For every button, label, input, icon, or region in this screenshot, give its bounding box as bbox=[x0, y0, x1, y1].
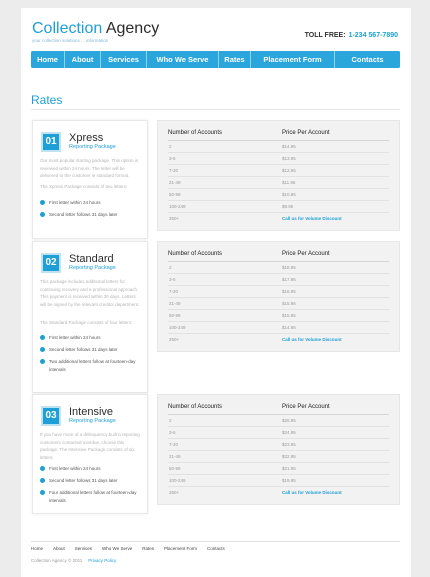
accounts-cell: 250+ bbox=[169, 216, 180, 221]
column-header-price: Price Per Account bbox=[282, 251, 330, 257]
bullet-icon bbox=[40, 335, 45, 340]
table-row bbox=[158, 427, 399, 439]
accounts-cell: 100-249 bbox=[169, 478, 186, 483]
package-description: If you have more of a delinquency built a reporting customers contacted overdue, choose this package. The Intensive Package consists of six letters: bbox=[40, 432, 140, 460]
volume-discount-link[interactable]: Call us for Volume Discount bbox=[282, 337, 342, 342]
footer-link-home[interactable]: Home bbox=[31, 546, 44, 551]
table-row bbox=[158, 298, 399, 310]
package-subtitle: Reporting Package bbox=[69, 144, 116, 150]
package-card-standard bbox=[32, 241, 148, 393]
price-cell: $21.95 bbox=[282, 466, 296, 471]
table-row bbox=[158, 177, 399, 189]
accounts-cell: 250+ bbox=[169, 490, 180, 495]
package-note: The Standard Package consists of four letters: bbox=[40, 320, 133, 325]
table-row bbox=[158, 415, 399, 427]
package-subtitle: Reporting Package bbox=[69, 418, 116, 424]
package-name: Xpress bbox=[69, 132, 104, 144]
footer-link-contacts[interactable]: Contacts bbox=[207, 546, 225, 551]
table-row bbox=[158, 487, 399, 499]
package-number: 02 bbox=[41, 253, 61, 273]
package-feature bbox=[40, 211, 144, 219]
price-cell: $14.95 bbox=[282, 144, 296, 149]
logo-tagline: your collection solutions ... information bbox=[32, 38, 109, 43]
accounts-cell: 100-249 bbox=[169, 204, 186, 209]
column-header-accounts: Number of Accounts bbox=[168, 404, 223, 410]
footer-link-about[interactable]: About bbox=[53, 546, 65, 551]
rates-table-intensive bbox=[157, 394, 400, 505]
footer-nav bbox=[31, 546, 225, 551]
bullet-icon bbox=[40, 212, 45, 217]
price-cell: $11.95 bbox=[282, 180, 296, 185]
package-card-xpress bbox=[32, 120, 148, 239]
title-divider bbox=[31, 109, 400, 110]
feature-text: Four additional letters follow at fourteen-day intervals bbox=[49, 490, 137, 503]
accounts-cell: 3-6 bbox=[169, 156, 176, 161]
price-cell: $24.95 bbox=[282, 430, 296, 435]
price-cell: $16.95 bbox=[282, 289, 296, 294]
table-row bbox=[158, 201, 399, 213]
price-cell: $18.95 bbox=[282, 265, 296, 270]
table-row bbox=[158, 213, 399, 225]
table-row bbox=[158, 322, 399, 334]
package-feature bbox=[40, 346, 144, 354]
accounts-cell: 7-20 bbox=[169, 442, 179, 447]
table-row bbox=[158, 451, 399, 463]
volume-discount-link[interactable]: Call us for Volume Discount bbox=[282, 490, 342, 495]
package-number: 03 bbox=[41, 406, 61, 426]
nav-item-home[interactable]: Home bbox=[31, 51, 65, 68]
price-cell: $23.95 bbox=[282, 442, 296, 447]
table-row bbox=[158, 153, 399, 165]
page-container bbox=[21, 8, 411, 577]
package-subtitle: Reporting Package bbox=[69, 265, 116, 271]
package-feature bbox=[40, 477, 144, 485]
nav-item-contacts[interactable]: Contacts bbox=[335, 51, 400, 68]
price-cell: $19.95 bbox=[282, 478, 296, 483]
logo-word-1: Collection bbox=[32, 20, 103, 37]
footer-link-placement-form[interactable]: Placement Form bbox=[164, 546, 198, 551]
table-row bbox=[158, 439, 399, 451]
bullet-icon bbox=[40, 490, 45, 495]
feature-text: First letter within 24 hours bbox=[49, 335, 101, 340]
accounts-cell: 21-49 bbox=[169, 301, 181, 306]
nav-item-services[interactable]: Services bbox=[101, 51, 147, 68]
package-name: Intensive bbox=[69, 406, 114, 418]
footer-link-services[interactable]: Services bbox=[74, 546, 93, 551]
feature-text: Two additional letters follow at fourteen-day intervals bbox=[49, 359, 136, 372]
volume-discount-link[interactable]: Call us for Volume Discount bbox=[282, 216, 342, 221]
accounts-cell: 7-20 bbox=[169, 289, 179, 294]
accounts-cell: 50-99 bbox=[169, 192, 181, 197]
footer-divider bbox=[31, 541, 400, 542]
table-row bbox=[158, 141, 399, 153]
accounts-cell: 3-6 bbox=[169, 277, 176, 282]
bullet-icon bbox=[40, 478, 45, 483]
accounts-cell: 100-249 bbox=[169, 325, 186, 330]
copyright-text: Collection Agency © 2011 bbox=[31, 558, 83, 563]
accounts-cell: 7-20 bbox=[169, 168, 179, 173]
column-header-accounts: Number of Accounts bbox=[168, 130, 223, 136]
nav-item-placement-form[interactable]: Placement Form bbox=[251, 51, 335, 68]
price-cell: $12.95 bbox=[282, 168, 296, 173]
table-row bbox=[158, 334, 399, 346]
price-cell: $13.95 bbox=[282, 156, 296, 161]
table-row bbox=[158, 274, 399, 286]
logo[interactable] bbox=[32, 20, 159, 43]
feature-text: Second letter follows 31 days later bbox=[49, 478, 118, 483]
accounts-cell: 2 bbox=[169, 265, 172, 270]
toll-free bbox=[305, 32, 398, 39]
table-row bbox=[158, 262, 399, 274]
table-row bbox=[158, 310, 399, 322]
table-row bbox=[158, 189, 399, 201]
price-cell: $26.95 bbox=[282, 418, 296, 423]
column-header-price: Price Per Account bbox=[282, 130, 330, 136]
copyright bbox=[31, 558, 116, 563]
feature-text: First letter within 24 hours bbox=[49, 200, 101, 205]
package-name: Standard bbox=[69, 253, 114, 265]
toll-free-number: 1-234 567-7890 bbox=[348, 32, 398, 39]
accounts-cell: 21-49 bbox=[169, 454, 181, 459]
price-cell: $15.95 bbox=[282, 301, 296, 306]
privacy-policy-link[interactable]: Privacy Policy bbox=[88, 558, 117, 563]
rates-table-xpress bbox=[157, 120, 400, 231]
package-number: 01 bbox=[41, 132, 61, 152]
accounts-cell: 50-99 bbox=[169, 313, 181, 318]
package-note: The Xpress Package consists of two letters: bbox=[40, 184, 128, 189]
toll-free-label: TOLL FREE: bbox=[304, 32, 346, 39]
logo-word-2: Agency bbox=[105, 20, 160, 37]
table-row bbox=[158, 463, 399, 475]
rates-table-standard bbox=[157, 241, 400, 352]
bullet-icon bbox=[40, 466, 45, 471]
package-description: This package includes additional letters for continuing recovery and a professional approach. This payment is received within 30 days. Letters will be signed by the relevant creditor department. bbox=[40, 279, 140, 307]
feature-text: First letter within 24 hours bbox=[49, 466, 101, 471]
main-nav bbox=[31, 51, 400, 68]
footer-link-rates[interactable]: Rates bbox=[142, 546, 154, 551]
table-row bbox=[158, 165, 399, 177]
nav-item-rates[interactable]: Rates bbox=[219, 51, 251, 68]
table-row bbox=[158, 286, 399, 298]
page-title: Rates bbox=[31, 93, 63, 107]
package-card-intensive bbox=[32, 394, 148, 514]
bullet-icon bbox=[40, 359, 45, 364]
table-row bbox=[158, 475, 399, 487]
package-feature bbox=[40, 199, 144, 207]
price-cell: $17.95 bbox=[282, 277, 296, 282]
feature-text: Second letter follows 31 days later bbox=[49, 212, 118, 217]
package-description: Our most popular starting package. This option is reviewed within 24 hours. The letter will be delivered to the customer in standard format. bbox=[40, 158, 138, 178]
accounts-cell: 3-6 bbox=[169, 430, 176, 435]
column-header-accounts: Number of Accounts bbox=[168, 251, 223, 257]
nav-item-about[interactable]: About bbox=[65, 51, 101, 68]
footer-link-who-we-serve[interactable]: Who We Serve bbox=[102, 546, 133, 551]
accounts-cell: 50-99 bbox=[169, 466, 181, 471]
feature-text: Second letter follows 31 days later bbox=[49, 347, 118, 352]
accounts-cell: 21-49 bbox=[169, 180, 181, 185]
price-cell: $15.95 bbox=[282, 313, 296, 318]
package-feature bbox=[40, 489, 144, 504]
price-cell: $22.95 bbox=[282, 454, 296, 459]
price-cell: $14.95 bbox=[282, 325, 296, 330]
bullet-icon bbox=[40, 347, 45, 352]
accounts-cell: 2 bbox=[169, 144, 172, 149]
column-header-price: Price Per Account bbox=[282, 404, 330, 410]
accounts-cell: 250+ bbox=[169, 337, 180, 342]
accounts-cell: 2 bbox=[169, 418, 172, 423]
bullet-icon bbox=[40, 200, 45, 205]
package-feature bbox=[40, 465, 144, 473]
package-feature bbox=[40, 334, 144, 342]
price-cell: $9.95 bbox=[282, 204, 294, 209]
package-feature bbox=[40, 358, 144, 373]
price-cell: $10.95 bbox=[282, 192, 296, 197]
logo-title bbox=[32, 20, 159, 37]
nav-item-who-we-serve[interactable]: Who We Serve bbox=[147, 51, 219, 68]
